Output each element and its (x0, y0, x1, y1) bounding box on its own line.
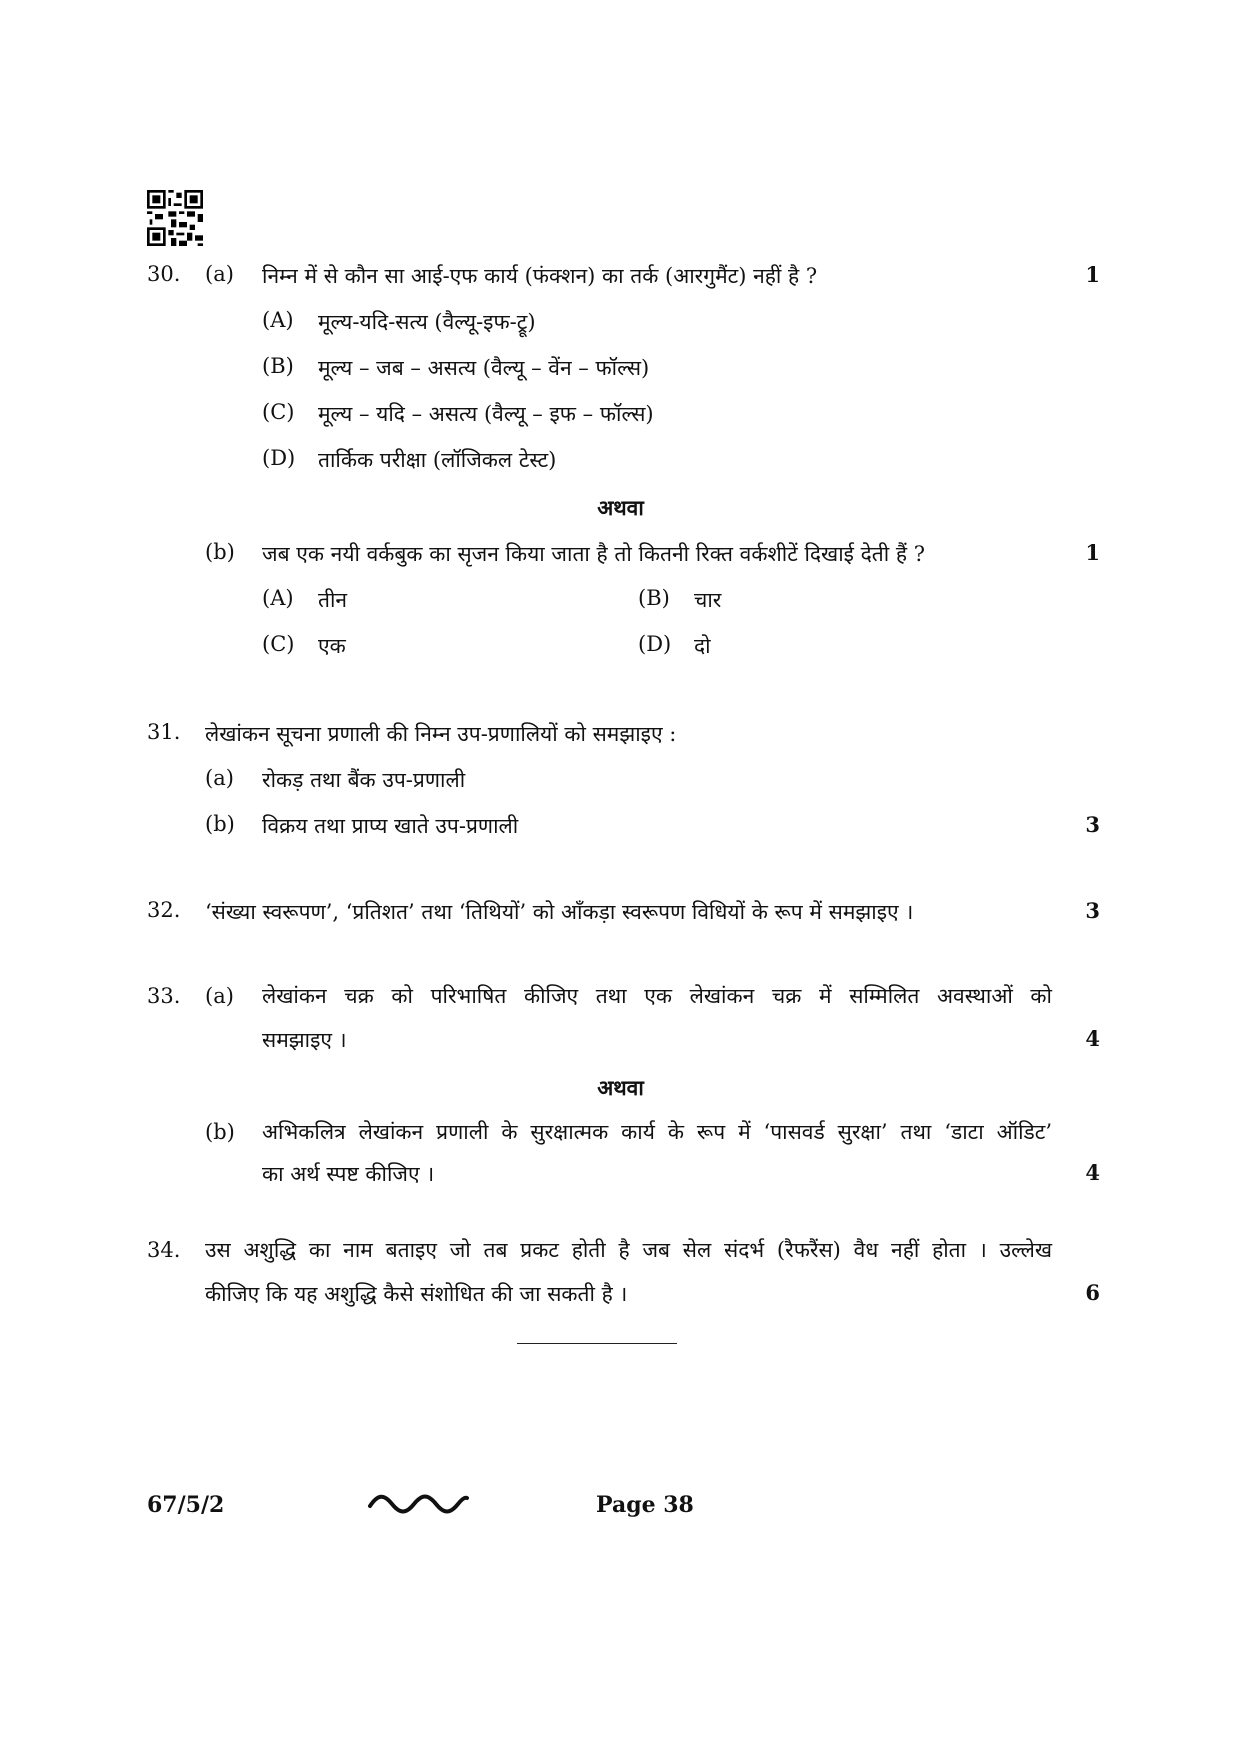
wave-ornament-icon (366, 1488, 470, 1518)
q31-part-text: विक्रय तथा प्राप्य खाते उप-प्रणाली (262, 814, 519, 838)
q33-part-a-line2: समझाइए । (262, 1028, 347, 1052)
page-number: Page 38 (596, 1492, 694, 1518)
q32-marks: 3 (1085, 898, 1100, 923)
q30-part-b-text: जब एक नयी वर्कबुक का सृजन किया जाता है तो कितनी रिक्त वर्कशीटें दिखाई देती हैं ? (262, 542, 925, 566)
q30-part-a-label: (a) (205, 262, 234, 286)
q30a-option-label: (A) (262, 308, 294, 332)
q30b-option-text: एक (318, 634, 346, 658)
q30b-option-text: दो (694, 634, 711, 658)
q33-part-b-label: (b) (205, 1120, 235, 1144)
q31-part-label: (a) (205, 766, 234, 790)
end-divider (517, 1343, 677, 1344)
q31-text: लेखांकन सूचना प्रणाली की निम्न उप-प्रणालियों को समझाइए : (205, 722, 677, 746)
q34-marks: 6 (1085, 1280, 1100, 1305)
q33-part-a-label: (a) (205, 984, 234, 1008)
question-number-30: 30. (147, 262, 181, 286)
paper-code: 67/5/2 (147, 1492, 225, 1518)
q33-or-separator: अथवा (597, 1075, 644, 1100)
q30-part-a-text: निम्न में से कौन सा आई-एफ कार्य (फंक्शन) का तर्क (आरगुमैंट) नहीं है ? (262, 264, 818, 288)
question-number-31: 31. (147, 720, 181, 744)
q33-b-marks: 4 (1085, 1160, 1100, 1185)
q30-or-separator: अथवा (597, 495, 644, 520)
q30-b-marks: 1 (1085, 540, 1100, 565)
question-number-32: 32. (147, 898, 181, 922)
q33-part-b-line2: का अर्थ स्पष्ट कीजिए । (262, 1162, 435, 1186)
q30b-option-text: तीन (318, 588, 348, 612)
q31-part-label: (b) (205, 812, 235, 836)
q30-a-marks: 1 (1085, 262, 1100, 287)
q30b-option-label: (D) (638, 632, 672, 656)
q34-line1: उस अशुद्धि का नाम बताइए जो तब प्रकट होती है जब सेल संदर्भ (रैफरैंस) वैध नहीं होता । उल्लेख (205, 1238, 1052, 1262)
question-number-34: 34. (147, 1238, 181, 1262)
q30a-option-text: तार्किक परीक्षा (लॉजिकल टेस्ट) (318, 448, 557, 472)
q30a-option-text: मूल्य-यदि-सत्य (वैल्यू-इफ-ट्रू) (318, 310, 536, 334)
q33-part-b-line1: अभिकलित्र लेखांकन प्रणाली के सुरक्षात्मक कार्य के रूप में ‘पासवर्ड सुरक्षा’ तथा ‘डाटा ऑडिट’ (262, 1120, 1052, 1144)
q34-line2: कीजिए कि यह अशुद्धि कैसे संशोधित की जा सकती है । (205, 1282, 628, 1306)
q30a-option-label: (D) (262, 446, 296, 470)
q30-part-b-label: (b) (205, 540, 235, 564)
q31-marks: 3 (1085, 812, 1100, 837)
q30a-option-text: मूल्य – यदि – असत्य (वैल्यू – इफ – फॉल्स) (318, 402, 654, 426)
q30b-option-text: चार (694, 588, 722, 612)
q30a-option-text: मूल्य – जब – असत्य (वैल्यू – वेंन – फॉल्स) (318, 356, 650, 380)
q30a-option-label: (C) (262, 400, 295, 424)
q30a-option-label: (B) (262, 354, 294, 378)
q30b-option-label: (B) (638, 586, 670, 610)
q33-a-marks: 4 (1085, 1026, 1100, 1051)
q30b-option-label: (C) (262, 632, 295, 656)
qr-code (147, 190, 203, 246)
q33-part-a-line1: लेखांकन चक्र को परिभाषित कीजिए तथा एक लेखांकन चक्र में सम्मिलित अवस्थाओं को (262, 984, 1052, 1008)
q31-part-text: रोकड़ तथा बैंक उप-प्रणाली (262, 768, 466, 792)
question-number-33: 33. (147, 984, 181, 1008)
q30b-option-label: (A) (262, 586, 294, 610)
q32-text: ‘संख्या स्वरूपण’, ‘प्रतिशत’ तथा ‘तिथियों’ को आँकड़ा स्वरूपण विधियों के रूप में समझाइए । (205, 900, 914, 924)
